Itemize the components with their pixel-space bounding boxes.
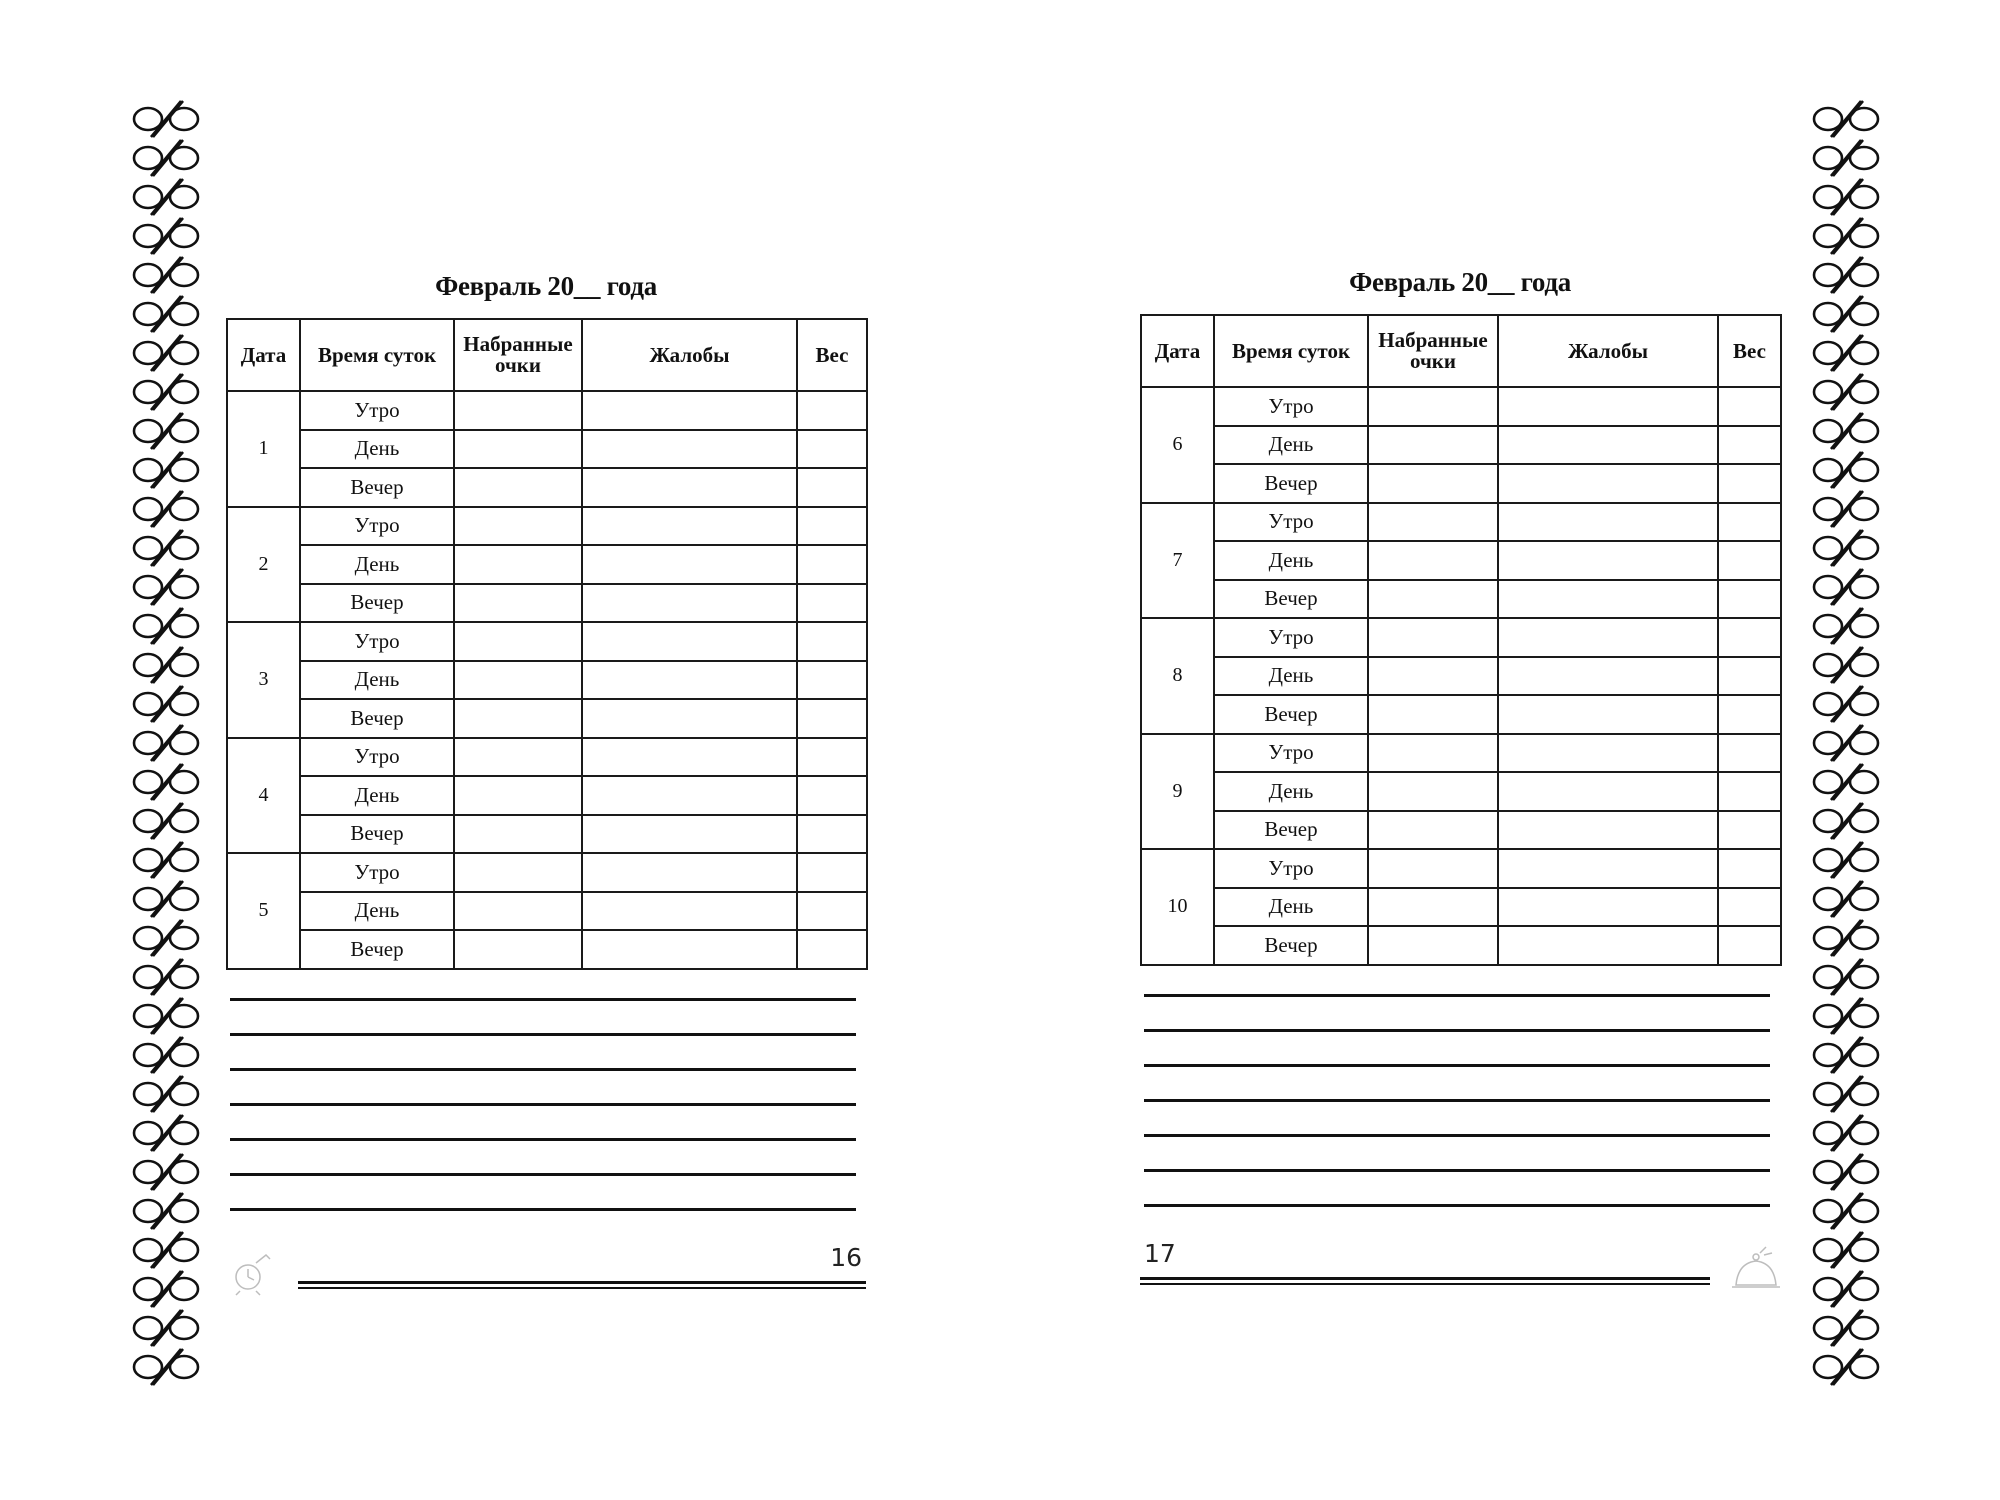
table-header-row [227,319,867,391]
weight-cell[interactable] [797,545,867,584]
complaints-cell[interactable] [582,853,797,892]
weight-cell[interactable] [797,661,867,700]
complaints-cell[interactable] [1498,926,1718,965]
weight-cell[interactable] [1718,426,1781,465]
note-line[interactable] [1144,1204,1770,1207]
spiral-ring-icon [131,763,201,802]
health-log-table [226,318,868,970]
spiral-ring-icon [1811,1114,1881,1153]
table-row [1141,926,1781,965]
spiral-ring-icon [1811,802,1881,841]
points-cell[interactable] [454,776,582,815]
date-cell: 4 [227,738,300,854]
spiral-ring-icon [131,1231,201,1270]
time-of-day-cell: День [1214,888,1368,927]
points-cell[interactable] [1368,849,1498,888]
spiral-ring-icon [131,802,201,841]
spiral-ring-icon [1811,295,1881,334]
complaints-cell[interactable] [582,738,797,777]
weight-cell[interactable] [797,930,867,969]
time-of-day-cell: День [300,776,454,815]
weight-cell[interactable] [797,622,867,661]
spiral-ring-icon [1811,958,1881,997]
bell-sketch-icon [1726,1243,1786,1293]
spiral-ring-icon [131,451,201,490]
points-cell[interactable] [454,584,582,623]
spiral-ring-icon [131,412,201,451]
table-row [227,507,867,546]
complaints-cell[interactable] [582,584,797,623]
spiral-ring-icon [131,1348,201,1387]
page-footer [226,1243,866,1293]
weight-cell[interactable] [1718,888,1781,927]
date-cell: 5 [227,853,300,969]
spiral-ring-icon [1811,919,1881,958]
points-cell[interactable] [454,699,582,738]
table-row [227,468,867,507]
complaints-cell[interactable] [1498,426,1718,465]
spiral-ring-icon [131,1153,201,1192]
complaints-cell[interactable] [582,468,797,507]
table-row [1141,618,1781,657]
date-cell: 3 [227,622,300,738]
spiral-ring-icon [131,1114,201,1153]
note-line[interactable] [1144,1099,1770,1102]
weight-cell[interactable] [797,892,867,931]
date-cell: 9 [1141,734,1214,850]
complaints-cell[interactable] [1498,695,1718,734]
points-cell[interactable] [1368,580,1498,619]
spiral-ring-icon [1811,178,1881,217]
spiral-ring-icon [131,178,201,217]
spiral-ring-icon [131,724,201,763]
note-lines [226,998,866,1211]
log-body [1141,387,1781,965]
time-of-day-cell: День [300,661,454,700]
header-time-of-day: Время суток [1214,315,1368,387]
time-of-day-cell: Утро [1214,618,1368,657]
spiral-ring-icon [131,880,201,919]
table-header-row [1141,315,1781,387]
spiral-ring-icon [1811,373,1881,412]
spiral-ring-icon [1811,1075,1881,1114]
complaints-cell[interactable] [1498,464,1718,503]
points-cell[interactable] [1368,811,1498,850]
spiral-ring-icon [1811,1348,1881,1387]
spiral-ring-icon [1811,139,1881,178]
table-row [1141,387,1781,426]
date-cell: 6 [1141,387,1214,503]
complaints-cell[interactable] [582,622,797,661]
time-of-day-cell: День [300,545,454,584]
table-row [1141,811,1781,850]
points-cell[interactable] [1368,387,1498,426]
left-page [226,266,866,1293]
points-cell[interactable] [1368,464,1498,503]
table-row [227,699,867,738]
table-row [227,430,867,469]
table-row [227,738,867,777]
note-line[interactable] [1144,1169,1770,1172]
spiral-ring-icon [1811,880,1881,919]
complaints-cell[interactable] [1498,503,1718,542]
points-cell[interactable] [454,853,582,892]
time-of-day-cell: Утро [1214,387,1368,426]
health-log-table [1140,314,1782,966]
weight-cell[interactable] [797,853,867,892]
spiral-ring-icon [1811,529,1881,568]
points-cell[interactable] [1368,426,1498,465]
weight-cell[interactable] [797,738,867,777]
weight-cell[interactable] [1718,503,1781,542]
spiral-ring-icon [1811,841,1881,880]
spiral-ring-icon [131,1309,201,1348]
spiral-ring-icon [1811,412,1881,451]
table-row [227,930,867,969]
spiral-ring-icon [1811,217,1881,256]
points-cell[interactable] [1368,926,1498,965]
spiral-ring-icon [1811,100,1881,139]
time-of-day-cell: День [300,430,454,469]
points-cell[interactable] [454,622,582,661]
table-row [227,622,867,661]
time-of-day-cell: Утро [1214,734,1368,773]
spiral-ring-icon [1811,256,1881,295]
note-line[interactable] [230,1138,856,1141]
date-cell: 2 [227,507,300,623]
time-of-day-cell: День [300,892,454,931]
complaints-cell[interactable] [582,776,797,815]
weight-cell[interactable] [1718,926,1781,965]
spiral-ring-icon [131,997,201,1036]
table-row [1141,695,1781,734]
spiral-ring-icon [131,139,201,178]
log-body [227,391,867,969]
time-of-day-cell: Вечер [1214,580,1368,619]
table-row [227,853,867,892]
weight-cell[interactable] [1718,541,1781,580]
weight-cell[interactable] [797,776,867,815]
time-of-day-cell: Утро [300,622,454,661]
spiral-ring-icon [1811,646,1881,685]
table-row [1141,888,1781,927]
points-cell[interactable] [1368,657,1498,696]
points-cell[interactable] [1368,618,1498,657]
complaints-cell[interactable] [1498,541,1718,580]
weight-cell[interactable] [797,430,867,469]
spiral-ring-icon [131,334,201,373]
note-line[interactable] [230,998,856,1001]
spiral-ring-icon [131,1270,201,1309]
page-title: Февраль 20__ года [435,271,657,301]
spiral-ring-icon [131,607,201,646]
note-line[interactable] [230,1068,856,1071]
points-cell[interactable] [454,661,582,700]
weight-cell[interactable] [797,507,867,546]
spiral-ring-icon [1811,568,1881,607]
table-row [1141,657,1781,696]
time-of-day-cell: День [1214,772,1368,811]
spiral-ring-icon [131,919,201,958]
weight-cell[interactable] [1718,618,1781,657]
points-cell[interactable] [1368,734,1498,773]
page-number: 17 [1144,1238,1176,1268]
time-of-day-cell: Утро [1214,503,1368,542]
points-cell[interactable] [454,545,582,584]
weight-cell[interactable] [1718,695,1781,734]
weight-cell[interactable] [797,584,867,623]
time-of-day-cell: Вечер [300,699,454,738]
time-of-day-cell: Утро [300,853,454,892]
spiral-ring-icon [131,1036,201,1075]
table-row [1141,772,1781,811]
complaints-cell[interactable] [1498,580,1718,619]
spiral-ring-icon [1811,607,1881,646]
weight-cell[interactable] [1718,811,1781,850]
table-row [227,584,867,623]
time-of-day-cell: Вечер [1214,695,1368,734]
points-cell[interactable] [1368,503,1498,542]
points-cell[interactable] [454,930,582,969]
spiral-ring-icon [131,490,201,529]
points-cell[interactable] [454,507,582,546]
note-line[interactable] [1144,994,1770,997]
note-line[interactable] [230,1033,856,1036]
complaints-cell[interactable] [582,661,797,700]
points-cell[interactable] [454,815,582,854]
weight-cell[interactable] [797,391,867,430]
time-of-day-cell: День [1214,426,1368,465]
header-date: Дата [227,319,300,391]
time-of-day-cell: День [1214,657,1368,696]
points-cell[interactable] [1368,541,1498,580]
note-line[interactable] [1144,1064,1770,1067]
complaints-cell[interactable] [582,815,797,854]
note-line[interactable] [1144,1134,1770,1137]
complaints-cell[interactable] [582,892,797,931]
note-line[interactable] [230,1208,856,1211]
spiral-ring-icon [131,1075,201,1114]
spiral-ring-icon [131,529,201,568]
table-row [227,892,867,931]
footer-rule [1140,1277,1710,1285]
points-cell[interactable] [1368,772,1498,811]
page-footer [1140,1239,1780,1289]
spiral-ring-icon [1811,763,1881,802]
complaints-cell[interactable] [582,699,797,738]
spiral-ring-icon [131,685,201,724]
spiral-ring-icon [131,841,201,880]
spiral-ring-icon [1811,1309,1881,1348]
table-row [1141,580,1781,619]
table-row [1141,464,1781,503]
date-cell: 10 [1141,849,1214,965]
spiral-ring-icon [1811,490,1881,529]
spiral-ring-icon [131,568,201,607]
time-of-day-cell: Вечер [1214,464,1368,503]
spiral-ring-icon [131,217,201,256]
complaints-cell[interactable] [1498,849,1718,888]
table-row [227,815,867,854]
spiral-ring-icon [1811,334,1881,373]
weight-cell[interactable] [797,815,867,854]
spiral-ring-icon [131,1192,201,1231]
clock-sketch-icon [226,1247,286,1297]
header-weight: Вес [797,319,867,391]
page-title: Февраль 20__ года [1349,267,1571,297]
note-line[interactable] [230,1103,856,1106]
spiral-ring-icon [1811,451,1881,490]
time-of-day-cell: Вечер [1214,811,1368,850]
date-cell: 1 [227,391,300,507]
weight-cell[interactable] [1718,772,1781,811]
complaints-cell[interactable] [1498,888,1718,927]
spiral-binding-right [1811,100,1881,1387]
weight-cell[interactable] [1718,387,1781,426]
table-row [227,391,867,430]
weight-cell[interactable] [1718,657,1781,696]
spiral-ring-icon [131,646,201,685]
spiral-ring-icon [1811,724,1881,763]
header-date: Дата [1141,315,1214,387]
time-of-day-cell: Вечер [1214,926,1368,965]
weight-cell[interactable] [1718,580,1781,619]
points-cell[interactable] [454,738,582,777]
note-line[interactable] [230,1173,856,1176]
complaints-cell[interactable] [582,430,797,469]
right-page [1140,262,1780,1289]
spiral-ring-icon [131,295,201,334]
spiral-ring-icon [1811,1153,1881,1192]
spiral-ring-icon [131,373,201,412]
date-cell: 8 [1141,618,1214,734]
table-row [227,661,867,700]
spiral-ring-icon [1811,1270,1881,1309]
complaints-cell[interactable] [1498,772,1718,811]
complaints-cell[interactable] [582,930,797,969]
date-cell: 7 [1141,503,1214,619]
spiral-ring-icon [1811,1192,1881,1231]
complaints-cell[interactable] [582,507,797,546]
points-cell[interactable] [454,391,582,430]
points-cell[interactable] [454,430,582,469]
table-row [227,776,867,815]
note-line[interactable] [1144,1029,1770,1032]
header-complaints: Жалобы [582,319,797,391]
complaints-cell[interactable] [582,391,797,430]
points-cell[interactable] [454,892,582,931]
header-complaints: Жалобы [1498,315,1718,387]
time-of-day-cell: Утро [300,391,454,430]
weight-cell[interactable] [797,468,867,507]
spiral-ring-icon [1811,1231,1881,1270]
table-row [1141,849,1781,888]
header-points: Набранные очки [1368,315,1498,387]
note-lines [1140,994,1780,1207]
weight-cell[interactable] [1718,734,1781,773]
spiral-ring-icon [1811,685,1881,724]
spiral-ring-icon [131,256,201,295]
time-of-day-cell: Утро [300,738,454,777]
points-cell[interactable] [454,468,582,507]
spiral-ring-icon [131,958,201,997]
spiral-ring-icon [1811,997,1881,1036]
table-row [1141,503,1781,542]
weight-cell[interactable] [797,699,867,738]
time-of-day-cell: Вечер [300,584,454,623]
points-cell[interactable] [1368,695,1498,734]
header-weight: Вес [1718,315,1781,387]
complaints-cell[interactable] [1498,618,1718,657]
table-row [1141,734,1781,773]
weight-cell[interactable] [1718,849,1781,888]
spiral-binding-left [131,100,201,1387]
complaints-cell[interactable] [1498,657,1718,696]
time-of-day-cell: Вечер [300,468,454,507]
time-of-day-cell: День [1214,541,1368,580]
points-cell[interactable] [1368,888,1498,927]
footer-rule [298,1281,866,1289]
complaints-cell[interactable] [1498,387,1718,426]
time-of-day-cell: Утро [300,507,454,546]
page-number: 16 [830,1242,862,1272]
weight-cell[interactable] [1718,464,1781,503]
header-time-of-day: Время суток [300,319,454,391]
time-of-day-cell: Вечер [300,930,454,969]
table-row [227,545,867,584]
time-of-day-cell: Утро [1214,849,1368,888]
spiral-ring-icon [1811,1036,1881,1075]
spiral-ring-icon [131,100,201,139]
table-row [1141,541,1781,580]
complaints-cell[interactable] [1498,811,1718,850]
time-of-day-cell: Вечер [300,815,454,854]
complaints-cell[interactable] [1498,734,1718,773]
header-points: Набранные очки [454,319,582,391]
complaints-cell[interactable] [582,545,797,584]
table-row [1141,426,1781,465]
